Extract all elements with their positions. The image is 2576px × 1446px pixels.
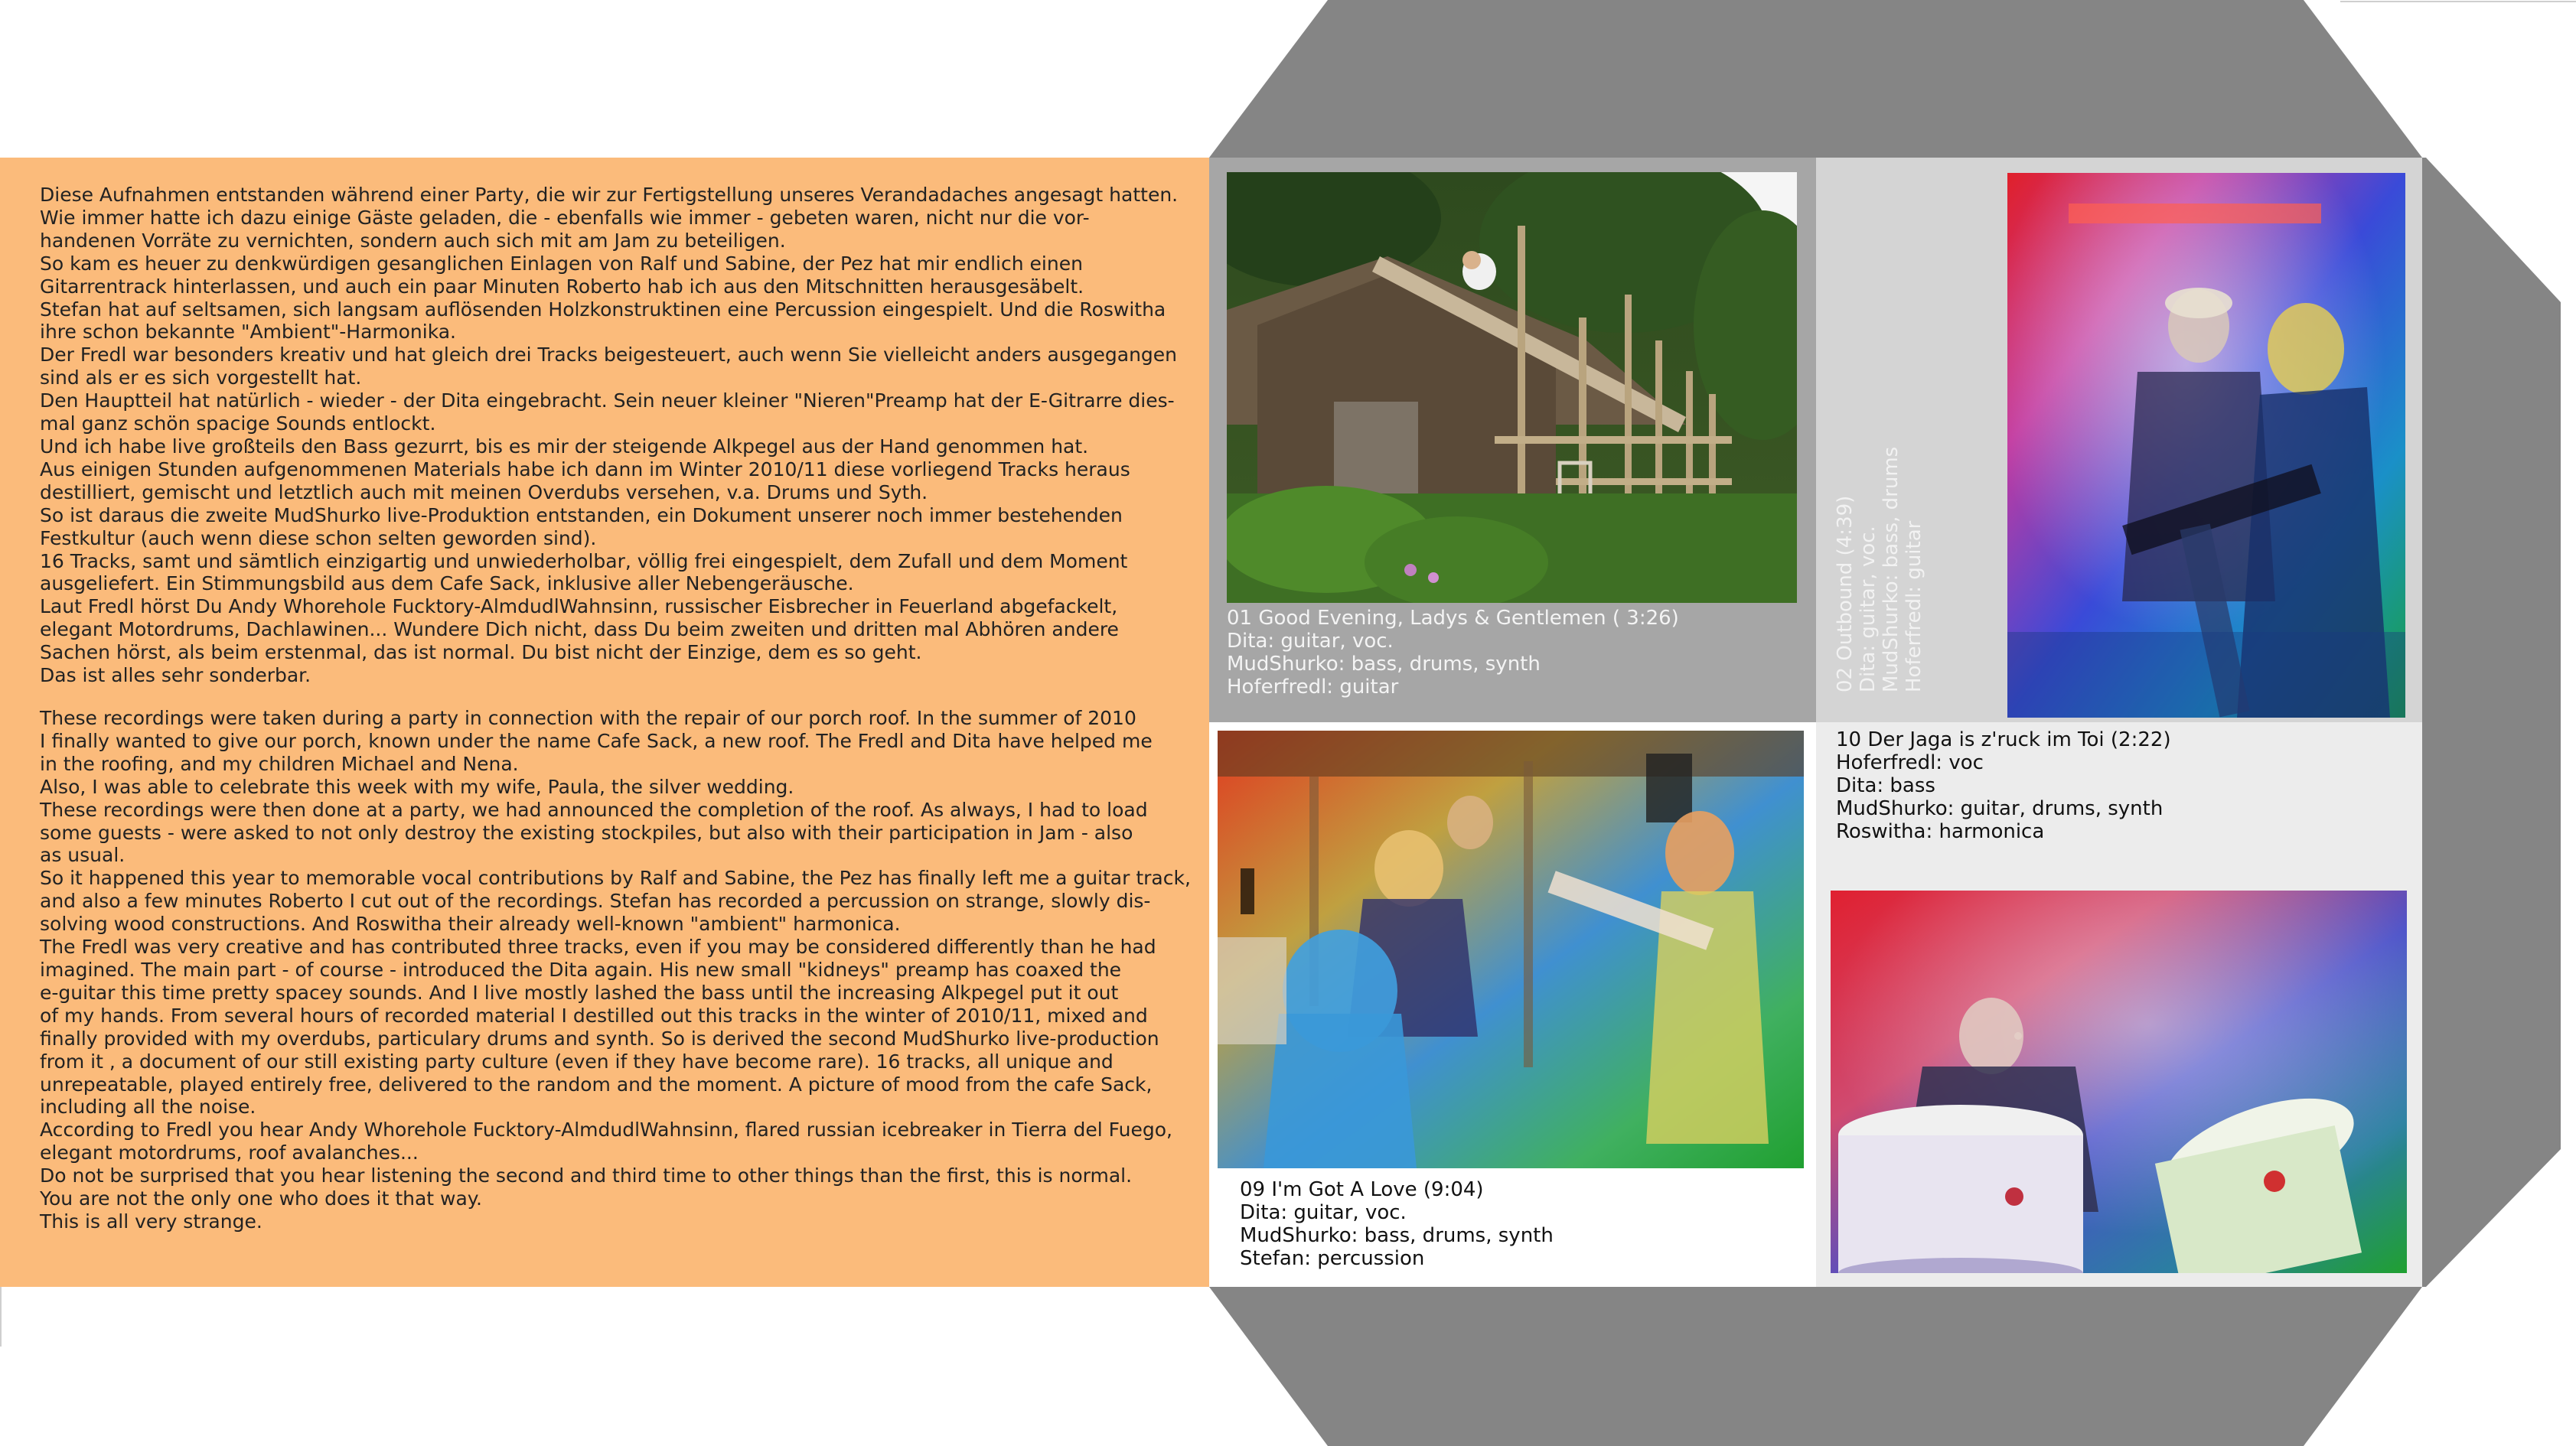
track-02-credit: Dita: guitar, voc. [1857, 526, 1880, 692]
top-flap [1209, 0, 2422, 158]
track-02-credit: Hoferfredl: guitar [1903, 520, 1925, 692]
track-02-caption [1834, 447, 1925, 692]
roof-construction-photo [1227, 172, 1797, 603]
track-02-title: 02 Outbound (4:39) [1834, 495, 1857, 692]
track-09-credit: MudShurko: bass, drums, synth [1240, 1224, 1554, 1247]
drummer-photo [1831, 891, 2407, 1273]
track-01-credit: Dita: guitar, voc. [1227, 630, 1394, 653]
liner-notes-german: Diese Aufnahmen entstanden während einer Party, die wir zur Fertigstellung unseres Verandadaches angesagt hatten. Wie immer hatte ich dazu einige Gäste geladen, die - ebenfalls wie immer - gebeten waren, nicht nur die vor- handenen Vorräte zu vernichten, sondern auch sich mit am Jam zu beteiligen. So kam es heuer zu denkwürdigen gesanglichen Einlagen von Ralf und Sabine, der Pez hat mir endlich einen Gitarrentrack hinterlassen, und auch ein paar Minuten Roberto hab ich aus den Mitschnitten herausgesäbelt. Stefan hat auf seltsamen, sich langsam auflösenden Holzkonstruktinen eine Percussion eingespielt. Und die Roswitha ihre schon bekannte "Ambient"-Harmonika. Der Fredl war besonders kreativ und hat gleich drei Tracks beigesteuert, auch wenn Sie vielleicht anders ausgegangen sind als er es sich vorgestellt hat. Den Hauptteil hat natürlich - wieder - der Dita eingebracht. Sein neuer kleiner "Nieren"Preamp hat der E-Gitrarre dies- mal ganz schön spacige Sounds entlockt. Und ich habe live großteils den Bass gezurrt, bis es mir der steigende Alkpegel aus der Hand genommen hat. Aus einigen Stunden aufgenommenen Materials habe ich dann im Winter 2010/11 diese vorliegend Tracks heraus destilliert, gemischt und letztlich auch mit meinen Overdubs versehen, v.a. Drums und Syth. So ist daraus die zweite MudShurko live-Produktion entstanden, ein Dokument unserer noch immer bestehenden Festkultur (auch wenn diese schon selten geworden sind). 16 Tracks, samt und sämtlich einzigartig und unwiederholbar, völlig frei eingespielt, dem Zufall und dem Moment ausgeliefert. Ein Stimmungsbild aus dem Cafe Sack, inklusive aller Nebengeräusche. Laut Fredl hörst Du Andy Whorehole Fucktory-AlmdudlWahnsinn, russischer Eisbrecher in Feuerland abgefackelt, elegant Motordrums, Dachlawinen... Wundere Dich nicht, dass Du beim zweiten und dritten mal Abhören andere Sachen hörst, als beim erstenmal, das ist normal. Du bist nicht der Einzige, dem es so geht. Das ist alles sehr sonderbar. [40, 184, 1179, 687]
liner-notes-panel [0, 158, 1209, 1287]
track-10-credit: Dita: bass [1836, 774, 1935, 797]
bottom-flap [1209, 1287, 2422, 1446]
guitarists-photo [2007, 173, 2405, 718]
right-flap [2422, 158, 2561, 1287]
track-10-panel [1816, 722, 2422, 1287]
track-10-credit: MudShurko: guitar, drums, synth [1836, 797, 2164, 820]
track-01-caption [1227, 607, 1679, 699]
track-09-credit: Stefan: percussion [1240, 1247, 1425, 1270]
track-09-caption [1240, 1178, 1554, 1270]
track-10-credit: Roswitha: harmonica [1836, 820, 2045, 843]
track-01-credit: MudShurko: bass, drums, synth [1227, 653, 1541, 676]
track-10-caption [1836, 728, 2171, 843]
track-10-credit: Hoferfredl: voc [1836, 751, 1984, 774]
track-02-credit: MudShurko: bass, drums [1880, 446, 1903, 692]
track-09-credit: Dita: guitar, voc. [1240, 1201, 1407, 1224]
track-01-panel [1209, 158, 1816, 722]
track-10-title: 10 Der Jaga is z'ruck im Toi (2:22) [1836, 728, 2171, 751]
track-09-panel [1209, 722, 1816, 1287]
liner-notes-english: These recordings were taken during a party in connection with the repair of our porch roof. In the summer of 2010 I finally wanted to give our porch, known under the name Cafe Sack, a new roof. The Fredl and Dita have helped me in the roofing, and my children Michael and Nena. Also, I was able to celebrate this week with my wife, Paula, the silver wedding. These recordings were then done at a party, we had announced the completion of the roof. As always, I had to load some guests - were asked to not only destroy the existing stockpiles, but also with their participation in Jam - also as usual. So it happened this year to memorable vocal contributions by Ralf and Sabine, the Pez has finally left me a guitar track, and also a few minutes Roberto I cut out of the recordings. Stefan has recorded a percussion on strange, slowly dis- solving wood constructions. And Roswitha their already well-known "ambient" harmonica. The Fredl was very creative and has contributed three tracks, even if you may be considered differently than he had imagined. The main part - of course - introduced the Dita again. His new small "kidneys" preamp has coaxed the e-guitar this time pretty spacey sounds. And I live mostly lashed the bass until the increasing Alkpegel put it out of my hands. From several hours of recorded material I destilled out this tracks in the winter of 2010/11, mixed and finally provided with my overdubs, particulary drums and synth. So is derived the second MudShurko live-production from it , a document of our still existing party culture (even if they have become rare). 16 tracks, all unique and unrepeatable, played entirely free, delivered to the random and the moment. A picture of mood from the cafe Sack, including all the noise. According to Fredl you hear Andy Whorehole Fucktory-AlmdudlWahnsinn, flared russian icebreaker in Tierra del Fuego, elegant motordrums, roof avalanches... Do not be surprised that you hear listening the second and third time to other things than the first, this is normal. You are not the only one who does it that way. This is all very strange. [40, 707, 1191, 1233]
track-09-title: 09 I'm Got A Love (9:04) [1240, 1178, 1484, 1201]
track-01-credit: Hoferfredl: guitar [1227, 676, 1399, 699]
jam-session-photo [1218, 731, 1804, 1168]
track-01-title: 01 Good Evening, Ladys & Gentlemen ( 3:26) [1227, 607, 1679, 630]
